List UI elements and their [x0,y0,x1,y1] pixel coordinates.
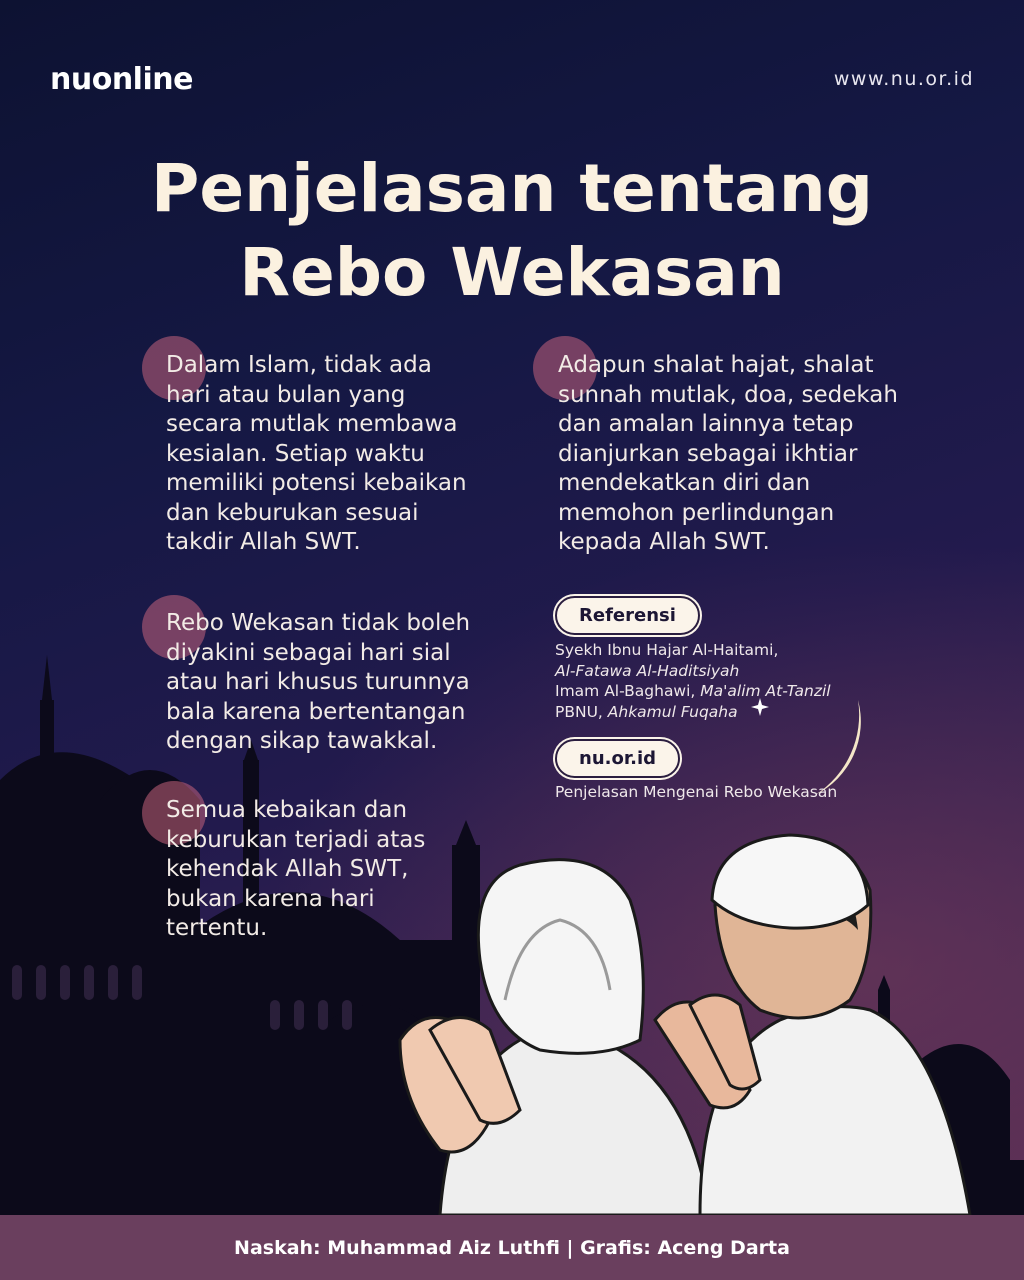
footer-credits-bar [0,1215,1024,1280]
point-2-line: atau hari khusus turunnya [166,669,470,695]
point-4-line: memohon perlindungan [558,499,835,526]
page-title-line-1: Penjelasan tentang [150,150,874,227]
footer-credits: Naskah: Muhammad Aiz Luthfi | Grafis: Aceng Darta [234,1236,790,1259]
reference-item: Syekh Ibnu Hajar Al-Haitami, [555,641,779,659]
page-title-line-2: Rebo Wekasan [239,234,785,311]
point-2-line: bala karena bertentangan [166,698,466,725]
point-3-line: tertentu. [166,915,268,941]
reference-item: Al-Fatawa Al-Haditsiyah [555,661,740,680]
point-3-line: bukan karena hari [166,885,375,912]
point-3-line: keburukan terjadi atas [166,826,426,853]
reference-item: Imam Al-Baghawi, Ma'alim At-Tanzil [555,682,831,700]
point-4 [558,351,898,558]
point-4-line: mendekatkan diri dan [558,470,811,496]
point-3 [166,796,425,944]
point-1-line: Dalam Islam, tidak ada [166,352,432,378]
point-4-line: dianjurkan sebagai ikhtiar [558,440,858,467]
references-list [555,640,831,722]
point-1-line: secara mutlak membawa [166,411,458,437]
point-1 [166,351,467,558]
point-1-line: hari atau bulan yang [166,381,406,408]
point-1-line: memiliki potensi kebaikan [166,470,467,496]
point-1-line: kesialan. Setiap waktu [166,440,425,467]
point-2-line: dengan sikap tawakkal. [166,728,438,754]
source-badge: nu.or.id [555,739,680,778]
source-text: Penjelasan Mengenai Rebo Wekasan [555,783,838,801]
point-3-line: kehendak Allah SWT, [166,856,409,882]
point-4-line: Adapun shalat hajat, shalat [558,352,874,378]
references-badge: Referensi [555,596,700,635]
point-4-line: kepada Allah SWT. [558,529,770,555]
brand-logo: nuonline [50,62,193,97]
point-4-line: sunnah mutlak, doa, sedekah [558,381,898,408]
point-2 [166,609,470,757]
reference-item: PBNU, Ahkamul Fuqaha [555,702,738,721]
point-2-line: Rebo Wekasan tidak boleh [166,610,471,636]
point-4-line: dan amalan lainnya tetap [558,411,854,437]
point-1-line: dan keburukan sesuai [166,499,419,526]
point-2-line: diyakini sebagai hari sial [166,639,451,666]
point-3-line: Semua kebaikan dan [166,797,408,823]
point-1-line: takdir Allah SWT. [166,529,361,555]
website-url: www.nu.or.id [833,68,974,90]
